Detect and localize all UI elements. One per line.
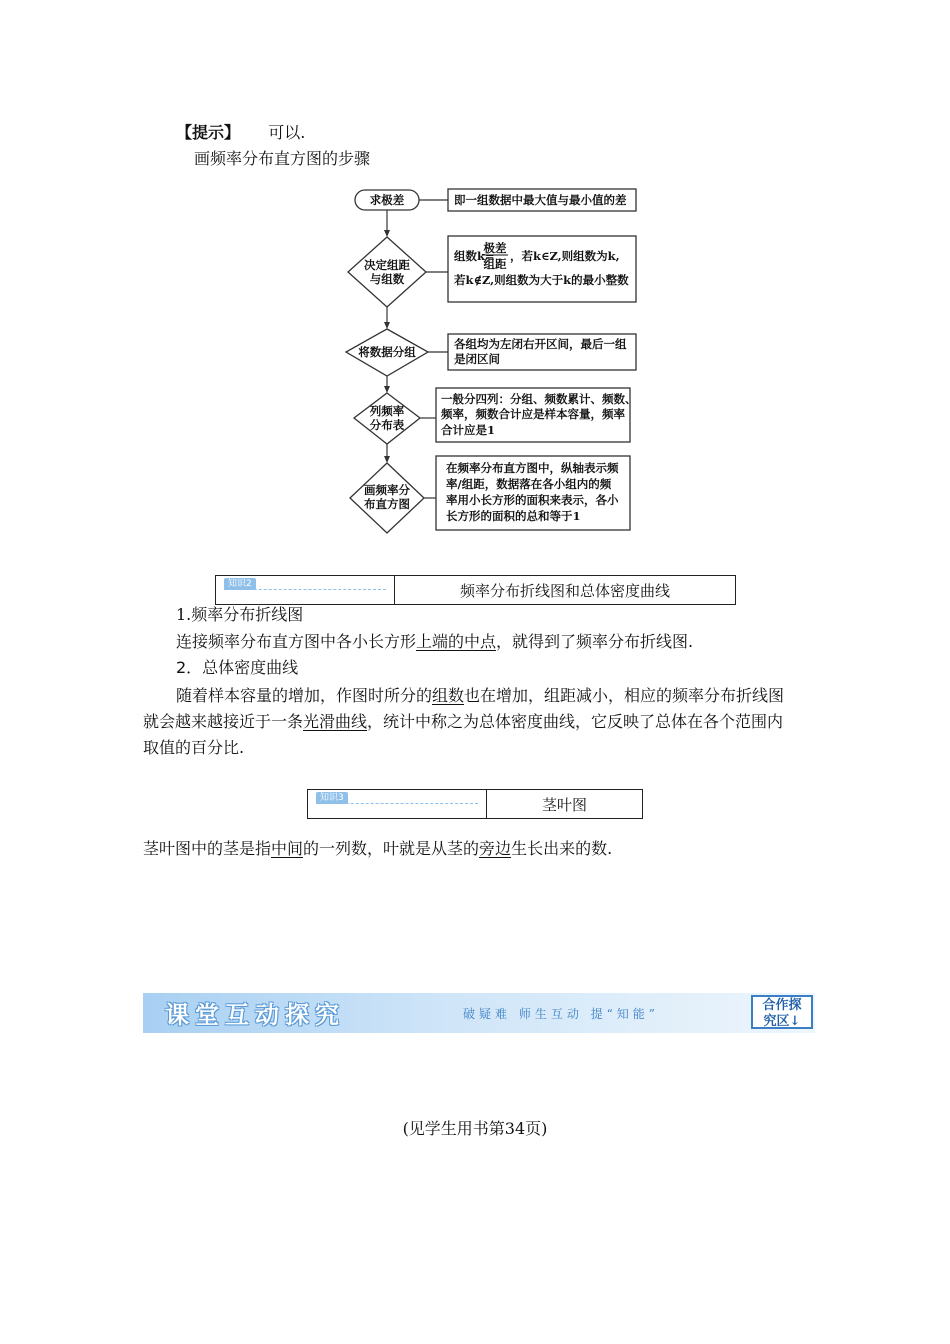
item-2-line-3: 取值的百分比. (143, 738, 245, 757)
arrow-icon (384, 456, 390, 463)
flow-note-2-b: ，若k∈Z,则组数为k, (510, 249, 620, 263)
flow-step-5-label-1: 画频率分 (364, 483, 410, 497)
flow-note-4-b: 频率，频数合计应是样本容量，频率 (441, 407, 625, 421)
item-2-line-1-pre: 随着样本容量的增加，作图时所分的 (176, 686, 433, 705)
flow-note-2-num: 极差 (483, 241, 507, 255)
flow-note-3-a: 各组均为左闭右开区间，最后一组 (454, 337, 627, 351)
knowledge-3-title: 茎叶图 (541, 795, 587, 814)
flow-step-1-label: 求极差 (369, 193, 405, 207)
knowledge-3-tag (308, 790, 487, 818)
flow-note-4-c: 合计应是1 (441, 423, 496, 437)
flow-step-4-label-2: 分布表 (369, 418, 405, 432)
item-1-body (176, 629, 693, 655)
hint-text: 可以. (268, 123, 306, 142)
item-1-underline: 上端的中点 (416, 632, 497, 651)
knowledge-2-tag (216, 576, 395, 604)
hint (176, 120, 305, 146)
flow-step-2-label-1: 决定组距 (364, 258, 410, 272)
stem-post: 生长出来的数. (511, 839, 613, 858)
item-2-line-2 (143, 709, 783, 735)
arrow-icon (384, 386, 390, 393)
flow-note-2-den: 组距 (483, 257, 507, 271)
flow-note-4-a: 一般分四列：分组、频数累计、频数、 (441, 392, 637, 406)
hint-label: 【提示】 (176, 123, 241, 142)
flow-note-5-c: 率用小长方形的面积来表示，各小 (446, 493, 619, 507)
section-title: 画频率分布直方图的步骤 (194, 149, 371, 168)
flow-step-2-label-2: 与组数 (369, 272, 405, 286)
item-2-line-2-underline: 光滑曲线 (303, 712, 368, 731)
item-2-heading: 2．总体密度曲线 (176, 658, 299, 677)
flow-note-3-b: 是闭区间 (454, 352, 500, 366)
stem-pre: 茎叶图中的茎是指 (143, 839, 272, 858)
knowledge-2-header (215, 575, 736, 605)
banner-title: 课堂互动探究 (165, 1000, 345, 1029)
stem-underline-2: 旁边 (479, 839, 512, 858)
flow-step-5 (350, 456, 630, 533)
item-2-line-1-underline: 组数 (432, 686, 465, 705)
knowledge-3-chip: 知识3 (316, 792, 348, 804)
stem-mid: 的一列数，叶就是从茎的 (303, 839, 480, 858)
flow-step-5-label-2: 布直方图 (364, 497, 410, 511)
item-2-line-1-post: 也在增加，组距减小，相应的频率分布折线图 (464, 686, 785, 705)
flow-note-1: 即一组数据中最大值与最小值的差 (454, 193, 627, 207)
item-1-pre: 连接频率分布直方图中各小长方形 (176, 632, 417, 651)
flow-step-4 (354, 388, 637, 444)
flow-note-5-b: 率/组距，数据落在各小组内的频 (446, 477, 612, 491)
knowledge-3-header (307, 789, 643, 819)
arrow-icon (384, 322, 390, 329)
cooperation-zone-button[interactable] (751, 995, 813, 1029)
item-1-heading: 1.频率分布折线图 (176, 605, 304, 624)
flow-step-4-label-1: 列频率 (369, 404, 405, 418)
flow-note-2-a: 组数k= (454, 249, 495, 263)
flowchart (340, 180, 650, 540)
flow-step-2 (348, 236, 636, 307)
stem-leaf-body (143, 836, 612, 862)
stem-underline-1: 中间 (271, 839, 304, 858)
flow-step-3 (346, 329, 636, 376)
item-1-post: ，就得到了频率分布折线图. (496, 632, 694, 651)
flow-step-1 (355, 189, 636, 211)
arrow-icon (384, 230, 390, 237)
flow-note-5-a: 在频率分布直方图中，纵轴表示频 (446, 461, 619, 475)
banner-button-line-2: 究区↓ (763, 1014, 801, 1029)
item-2-line-1 (176, 683, 784, 709)
knowledge-2-chip: 知识2 (224, 578, 256, 590)
item-2-line-2-post: ，统计中称之为总体密度曲线，它反映了总体在各个范围内 (367, 712, 784, 731)
item-2-line-2-pre: 就会越来越接近于一条 (143, 712, 304, 731)
banner-subtitle: 破疑难 师生互动 提“知能” (463, 1007, 659, 1021)
page-reference: (见学生用书第34页) (402, 1119, 548, 1138)
banner-button-line-1: 合作探 (762, 998, 802, 1013)
flow-note-5-d: 长方形的面积的总和等于1 (446, 509, 581, 523)
flow-step-3-label: 将数据分组 (358, 345, 416, 359)
knowledge-2-title: 频率分布折线图和总体密度曲线 (459, 581, 670, 600)
flow-note-2-c: 若k∉Z,则组数为大于k的最小整数 (454, 273, 629, 287)
section-banner (143, 993, 815, 1033)
